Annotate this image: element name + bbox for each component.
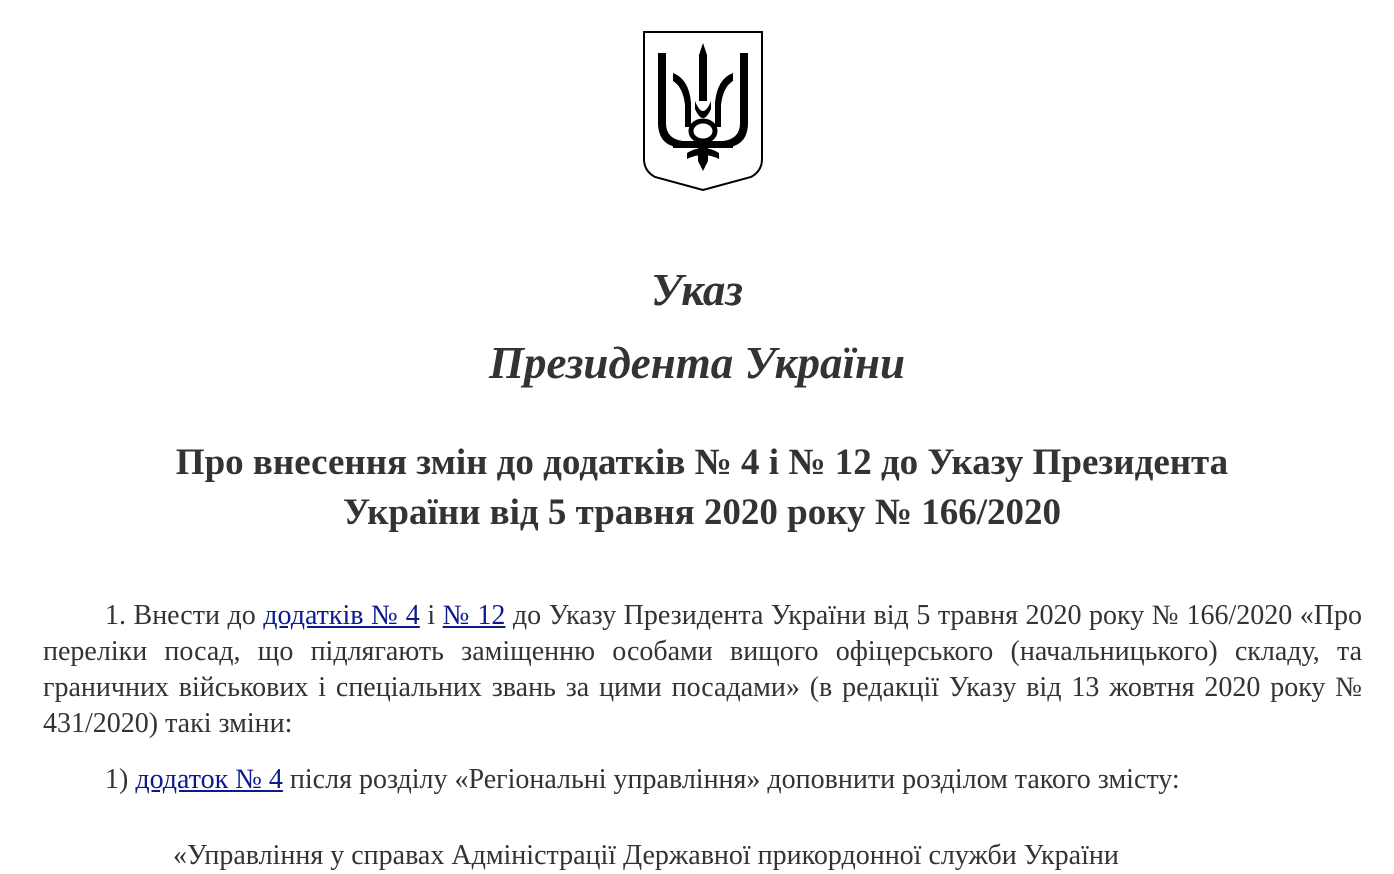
paragraph-1-conjunction: і bbox=[419, 600, 443, 631]
tryzub-coat-of-arms-icon bbox=[643, 31, 763, 191]
paragraph-3-quoted-section: «Управління у справах Адміністрації Державної прикордонної служби України bbox=[173, 840, 1119, 871]
document-title: Про внесення змін до додатків № 4 і № 12 до Указу Президента України від 5 травня 2020 року № 166/2020 bbox=[175, 442, 1229, 533]
annex-12-link[interactable]: № 12 bbox=[442, 600, 506, 631]
paragraph-2-text: після розділу «Регіональні управління» доповнити розділом такого змісту: bbox=[282, 764, 1180, 795]
paragraph-2-prefix: 1) bbox=[105, 764, 136, 795]
annex-4-amendment-link[interactable]: додаток № 4 bbox=[135, 764, 283, 795]
doc-type-heading: Указ bbox=[651, 265, 743, 315]
paragraph-1 bbox=[43, 598, 1362, 742]
annex-4-link[interactable]: додатків № 4 bbox=[263, 600, 420, 631]
paragraph-2 bbox=[43, 762, 1362, 798]
paragraph-1-text: до Указу Президента України від 5 травня 2020 року № 166/2020 «Про переліки посад, що підлягають заміщенню особами вищого офіцерського (начальницького) складу, та граничних військових і спеціальних звань за цими посадами» (в редакції Указу від 13 жовтня 2020 року № 431/2020) такі зміни: bbox=[43, 600, 1363, 739]
paragraph-1-prefix: 1. Внести до bbox=[105, 600, 264, 631]
doc-issuer-heading: Президента України bbox=[488, 338, 905, 388]
